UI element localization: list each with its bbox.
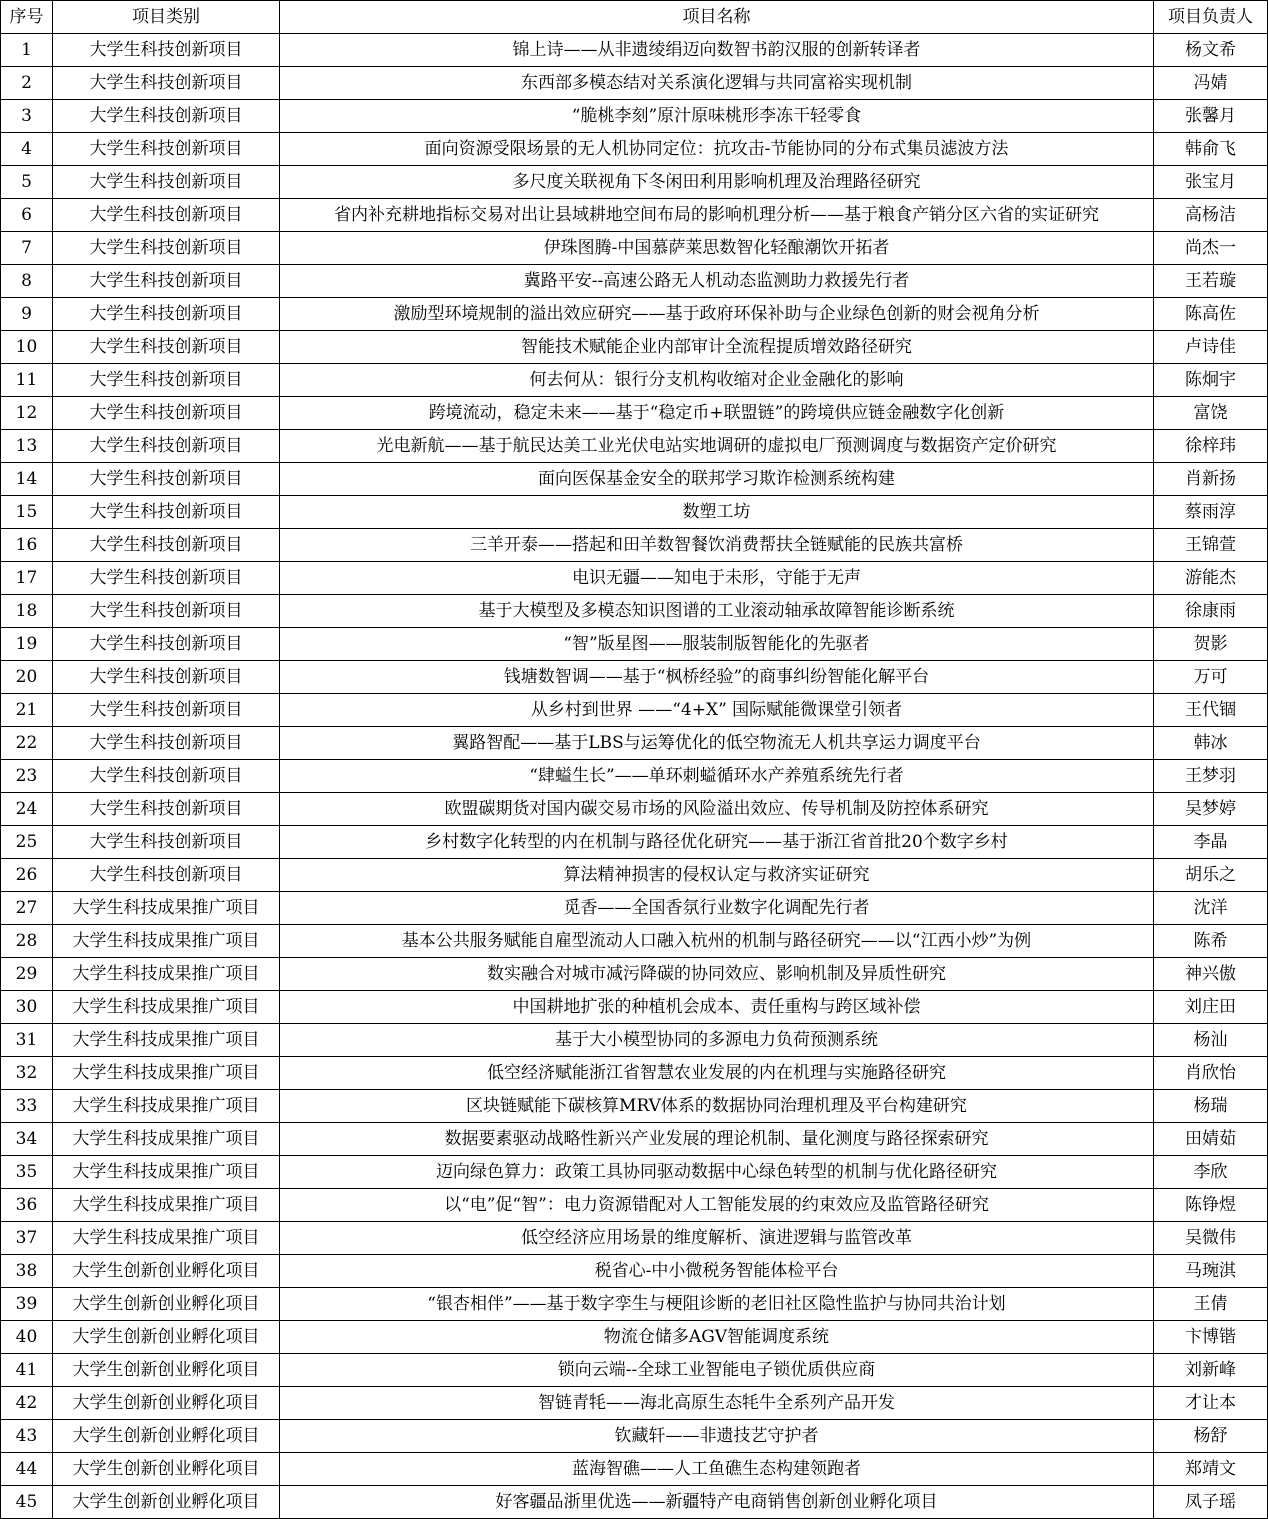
cell-category: 大学生科技创新项目	[53, 760, 280, 793]
cell-leader: 杨文希	[1154, 34, 1268, 67]
table-row	[1, 1387, 1268, 1420]
cell-index: 20	[1, 661, 53, 694]
cell-category: 大学生科技成果推广项目	[53, 1189, 280, 1222]
cell-name: 电识无疆——知电于未形，守能于无声	[280, 562, 1154, 595]
cell-leader: 王梦羽	[1154, 760, 1268, 793]
cell-index: 15	[1, 496, 53, 529]
cell-leader: 王倩	[1154, 1288, 1268, 1321]
cell-category: 大学生科技创新项目	[53, 529, 280, 562]
cell-category: 大学生科技创新项目	[53, 430, 280, 463]
cell-index: 27	[1, 892, 53, 925]
cell-leader: 王代锢	[1154, 694, 1268, 727]
cell-index: 2	[1, 67, 53, 100]
cell-index: 24	[1, 793, 53, 826]
cell-category: 大学生创新创业孵化项目	[53, 1453, 280, 1486]
cell-category: 大学生科技成果推广项目	[53, 925, 280, 958]
cell-leader: 万可	[1154, 661, 1268, 694]
cell-leader: 才让本	[1154, 1387, 1268, 1420]
cell-index: 31	[1, 1024, 53, 1057]
cell-category: 大学生科技创新项目	[53, 133, 280, 166]
cell-leader: 蔡雨淳	[1154, 496, 1268, 529]
cell-name: 基本公共服务赋能自雇型流动人口融入杭州的机制与路径研究——以“江西小炒”为例	[280, 925, 1154, 958]
cell-leader: 陈炯宇	[1154, 364, 1268, 397]
table-header	[1, 1, 1268, 34]
cell-index: 14	[1, 463, 53, 496]
cell-index: 11	[1, 364, 53, 397]
cell-category: 大学生科技创新项目	[53, 595, 280, 628]
cell-leader: 高杨洁	[1154, 199, 1268, 232]
cell-index: 4	[1, 133, 53, 166]
cell-category: 大学生科技创新项目	[53, 694, 280, 727]
cell-category: 大学生科技成果推广项目	[53, 1222, 280, 1255]
cell-name: 面向资源受限场景的无人机协同定位：抗攻击-节能协同的分布式集员滤波方法	[280, 133, 1154, 166]
table-row	[1, 496, 1268, 529]
table-row	[1, 463, 1268, 496]
cell-leader: 韩俞飞	[1154, 133, 1268, 166]
cell-category: 大学生创新创业孵化项目	[53, 1387, 280, 1420]
table-row	[1, 364, 1268, 397]
cell-leader: 游能杰	[1154, 562, 1268, 595]
cell-name: 锦上诗——从非遗绫绢迈向数智书韵汉服的创新转译者	[280, 34, 1154, 67]
cell-name: 基于大模型及多模态知识图谱的工业滚动轴承故障智能诊断系统	[280, 595, 1154, 628]
table-row	[1, 1090, 1268, 1123]
cell-index: 9	[1, 298, 53, 331]
cell-index: 39	[1, 1288, 53, 1321]
cell-category: 大学生科技创新项目	[53, 628, 280, 661]
cell-name: 算法精神损害的侵权认定与救济实证研究	[280, 859, 1154, 892]
cell-name: 激励型环境规制的溢出效应研究——基于政府环保补助与企业绿色创新的财会视角分析	[280, 298, 1154, 331]
table-row	[1, 958, 1268, 991]
cell-index: 38	[1, 1255, 53, 1288]
table-row	[1, 1024, 1268, 1057]
cell-name: 数据要素驱动战略性新兴产业发展的理论机制、量化测度与路径探索研究	[280, 1123, 1154, 1156]
cell-name: 低空经济赋能浙江省智慧农业发展的内在机理与实施路径研究	[280, 1057, 1154, 1090]
cell-leader: 杨瑞	[1154, 1090, 1268, 1123]
cell-name: 乡村数字化转型的内在机制与路径优化研究——基于浙江省首批20个数字乡村	[280, 826, 1154, 859]
cell-leader: 吴梦婷	[1154, 793, 1268, 826]
table-row	[1, 100, 1268, 133]
cell-index: 34	[1, 1123, 53, 1156]
cell-leader: 冯婧	[1154, 67, 1268, 100]
table-row	[1, 166, 1268, 199]
cell-name: “智”版星图——服装制版智能化的先驱者	[280, 628, 1154, 661]
cell-index: 32	[1, 1057, 53, 1090]
cell-category: 大学生科技成果推广项目	[53, 958, 280, 991]
cell-category: 大学生科技创新项目	[53, 232, 280, 265]
cell-index: 1	[1, 34, 53, 67]
cell-index: 43	[1, 1420, 53, 1453]
table-row	[1, 1255, 1268, 1288]
table-row	[1, 859, 1268, 892]
table-row	[1, 562, 1268, 595]
cell-category: 大学生科技创新项目	[53, 265, 280, 298]
cell-name: 好客疆品浙里优选——新疆特产电商销售创新创业孵化项目	[280, 1486, 1154, 1519]
cell-name: 光电新航——基于航民达美工业光伏电站实地调研的虚拟电厂预测调度与数据资产定价研究	[280, 430, 1154, 463]
cell-name: 基于大小模型协同的多源电力负荷预测系统	[280, 1024, 1154, 1057]
table-row	[1, 628, 1268, 661]
cell-category: 大学生科技创新项目	[53, 793, 280, 826]
cell-leader: 贺影	[1154, 628, 1268, 661]
cell-category: 大学生科技创新项目	[53, 199, 280, 232]
table-row	[1, 1354, 1268, 1387]
cell-leader: 李欣	[1154, 1156, 1268, 1189]
table-row	[1, 925, 1268, 958]
cell-leader: 胡乐之	[1154, 859, 1268, 892]
cell-name: 税省心-中小微税务智能体检平台	[280, 1255, 1154, 1288]
cell-name: 三羊开泰——搭起和田羊数智餐饮消费帮扶全链赋能的民族共富桥	[280, 529, 1154, 562]
cell-leader: 尚杰一	[1154, 232, 1268, 265]
table-row	[1, 1288, 1268, 1321]
cell-name: 以“电”促“智”：电力资源错配对人工智能发展的约束效应及监管路径研究	[280, 1189, 1154, 1222]
cell-index: 18	[1, 595, 53, 628]
header-leader: 项目负责人	[1154, 1, 1268, 34]
cell-category: 大学生科技创新项目	[53, 298, 280, 331]
cell-index: 17	[1, 562, 53, 595]
cell-leader: 张馨月	[1154, 100, 1268, 133]
cell-category: 大学生科技创新项目	[53, 331, 280, 364]
cell-category: 大学生创新创业孵化项目	[53, 1288, 280, 1321]
cell-index: 22	[1, 727, 53, 760]
cell-name: 区块链赋能下碳核算MRV体系的数据协同治理机理及平台构建研究	[280, 1090, 1154, 1123]
cell-category: 大学生科技创新项目	[53, 34, 280, 67]
table-row	[1, 1123, 1268, 1156]
cell-name: 省内补充耕地指标交易对出让县域耕地空间布局的影响机理分析——基于粮食产销分区六省的实证研究	[280, 199, 1154, 232]
cell-name: 欧盟碳期货对国内碳交易市场的风险溢出效应、传导机制及防控体系研究	[280, 793, 1154, 826]
cell-index: 8	[1, 265, 53, 298]
table-row	[1, 331, 1268, 364]
header-row	[1, 1, 1268, 34]
cell-leader: 陈希	[1154, 925, 1268, 958]
cell-name: 智链青牦——海北高原生态牦牛全系列产品开发	[280, 1387, 1154, 1420]
cell-category: 大学生科技创新项目	[53, 496, 280, 529]
cell-index: 28	[1, 925, 53, 958]
cell-index: 19	[1, 628, 53, 661]
cell-category: 大学生科技创新项目	[53, 364, 280, 397]
table-row	[1, 1321, 1268, 1354]
table-row	[1, 661, 1268, 694]
cell-leader: 王若璇	[1154, 265, 1268, 298]
cell-index: 3	[1, 100, 53, 133]
cell-index: 26	[1, 859, 53, 892]
table-row	[1, 793, 1268, 826]
table-row	[1, 1453, 1268, 1486]
table-row	[1, 1486, 1268, 1519]
table-row	[1, 727, 1268, 760]
cell-leader: 徐康雨	[1154, 595, 1268, 628]
cell-index: 10	[1, 331, 53, 364]
table-row	[1, 199, 1268, 232]
cell-category: 大学生科技创新项目	[53, 727, 280, 760]
cell-category: 大学生科技成果推广项目	[53, 1123, 280, 1156]
cell-category: 大学生创新创业孵化项目	[53, 1486, 280, 1519]
cell-category: 大学生科技成果推广项目	[53, 991, 280, 1024]
table-body	[1, 34, 1268, 1519]
cell-name: 冀路平安--高速公路无人机动态监测助力救援先行者	[280, 265, 1154, 298]
table-row	[1, 892, 1268, 925]
cell-leader: 田婧茹	[1154, 1123, 1268, 1156]
cell-index: 13	[1, 430, 53, 463]
cell-index: 5	[1, 166, 53, 199]
cell-leader: 刘新峰	[1154, 1354, 1268, 1387]
table-row	[1, 595, 1268, 628]
cell-leader: 李晶	[1154, 826, 1268, 859]
table-row	[1, 232, 1268, 265]
cell-leader: 王锦萱	[1154, 529, 1268, 562]
cell-name: “银杏相伴”——基于数字孪生与梗阻诊断的老旧社区隐性监护与协同共治计划	[280, 1288, 1154, 1321]
cell-name: 物流仓储多AGV智能调度系统	[280, 1321, 1154, 1354]
cell-name: 何去何从：银行分支机构收缩对企业金融化的影响	[280, 364, 1154, 397]
table-row	[1, 430, 1268, 463]
cell-name: 数塑工坊	[280, 496, 1154, 529]
cell-category: 大学生科技创新项目	[53, 826, 280, 859]
cell-name: 从乡村到世界 ——“4+X” 国际赋能微课堂引领者	[280, 694, 1154, 727]
cell-leader: 沈洋	[1154, 892, 1268, 925]
cell-leader: 陈高佐	[1154, 298, 1268, 331]
cell-name: 中国耕地扩张的种植机会成本、责任重构与跨区域补偿	[280, 991, 1154, 1024]
cell-category: 大学生科技成果推广项目	[53, 1156, 280, 1189]
cell-name: 翼路智配——基于LBS与运筹优化的低空物流无人机共享运力调度平台	[280, 727, 1154, 760]
cell-leader: 肖欣怡	[1154, 1057, 1268, 1090]
cell-name: “肆螠生长”——单环刺螠循环水产养殖系统先行者	[280, 760, 1154, 793]
table-row	[1, 133, 1268, 166]
cell-category: 大学生创新创业孵化项目	[53, 1321, 280, 1354]
cell-name: 伊珠图腾-中国慕萨莱思数智化轻酿潮饮开拓者	[280, 232, 1154, 265]
cell-index: 33	[1, 1090, 53, 1123]
cell-name: 多尺度关联视角下冬闲田利用影响机理及治理路径研究	[280, 166, 1154, 199]
cell-leader: 肖新扬	[1154, 463, 1268, 496]
table-row	[1, 529, 1268, 562]
cell-index: 41	[1, 1354, 53, 1387]
table-row	[1, 1156, 1268, 1189]
cell-category: 大学生科技创新项目	[53, 661, 280, 694]
cell-category: 大学生创新创业孵化项目	[53, 1354, 280, 1387]
cell-name: 迈向绿色算力：政策工具协同驱动数据中心绿色转型的机制与优化路径研究	[280, 1156, 1154, 1189]
cell-name: 数实融合对城市减污降碳的协同效应、影响机制及异质性研究	[280, 958, 1154, 991]
cell-name: 智能技术赋能企业内部审计全流程提质增效路径研究	[280, 331, 1154, 364]
cell-category: 大学生科技创新项目	[53, 859, 280, 892]
cell-category: 大学生科技创新项目	[53, 397, 280, 430]
cell-index: 42	[1, 1387, 53, 1420]
header-name: 项目名称	[280, 1, 1154, 34]
cell-leader: 韩冰	[1154, 727, 1268, 760]
cell-name: 低空经济应用场景的维度解析、演进逻辑与监管改革	[280, 1222, 1154, 1255]
table-row	[1, 991, 1268, 1024]
cell-name: 蓝海智礁——人工鱼礁生态构建领跑者	[280, 1453, 1154, 1486]
cell-category: 大学生科技成果推广项目	[53, 1057, 280, 1090]
cell-category: 大学生科技创新项目	[53, 67, 280, 100]
cell-index: 7	[1, 232, 53, 265]
cell-index: 6	[1, 199, 53, 232]
cell-leader: 卞博锴	[1154, 1321, 1268, 1354]
cell-leader: 陈铮煜	[1154, 1189, 1268, 1222]
cell-name: 跨境流动，稳定未来——基于“稳定币+联盟链”的跨境供应链金融数字化创新	[280, 397, 1154, 430]
cell-index: 40	[1, 1321, 53, 1354]
table-row	[1, 1420, 1268, 1453]
cell-name: 觅香——全国香氛行业数字化调配先行者	[280, 892, 1154, 925]
cell-index: 36	[1, 1189, 53, 1222]
header-category: 项目类别	[53, 1, 280, 34]
table-row	[1, 67, 1268, 100]
cell-category: 大学生科技成果推广项目	[53, 1090, 280, 1123]
table-row	[1, 760, 1268, 793]
cell-name: 钦藏轩——非遗技艺守护者	[280, 1420, 1154, 1453]
cell-index: 35	[1, 1156, 53, 1189]
cell-category: 大学生科技创新项目	[53, 463, 280, 496]
cell-leader: 杨舒	[1154, 1420, 1268, 1453]
cell-leader: 吴微伟	[1154, 1222, 1268, 1255]
cell-category: 大学生科技创新项目	[53, 100, 280, 133]
table-row	[1, 1057, 1268, 1090]
cell-leader: 杨汕	[1154, 1024, 1268, 1057]
table-row	[1, 694, 1268, 727]
cell-index: 12	[1, 397, 53, 430]
cell-leader: 富饶	[1154, 397, 1268, 430]
cell-leader: 凤子瑶	[1154, 1486, 1268, 1519]
cell-index: 37	[1, 1222, 53, 1255]
cell-index: 44	[1, 1453, 53, 1486]
cell-leader: 徐梓玮	[1154, 430, 1268, 463]
table-row	[1, 826, 1268, 859]
cell-category: 大学生创新创业孵化项目	[53, 1255, 280, 1288]
table-row	[1, 1189, 1268, 1222]
cell-index: 45	[1, 1486, 53, 1519]
cell-index: 16	[1, 529, 53, 562]
table-row	[1, 397, 1268, 430]
cell-name: 钱塘数智调——基于“枫桥经验”的商事纠纷智能化解平台	[280, 661, 1154, 694]
cell-category: 大学生创新创业孵化项目	[53, 1420, 280, 1453]
cell-name: “脆桃李刻”原汁原味桃形李冻干轻零食	[280, 100, 1154, 133]
cell-leader: 神兴傲	[1154, 958, 1268, 991]
header-index: 序号	[1, 1, 53, 34]
table-row	[1, 34, 1268, 67]
cell-category: 大学生科技创新项目	[53, 562, 280, 595]
table-row	[1, 1222, 1268, 1255]
cell-category: 大学生科技成果推广项目	[53, 892, 280, 925]
cell-name: 面向医保基金安全的联邦学习欺诈检测系统构建	[280, 463, 1154, 496]
table-row	[1, 298, 1268, 331]
cell-index: 29	[1, 958, 53, 991]
cell-category: 大学生科技创新项目	[53, 166, 280, 199]
cell-index: 30	[1, 991, 53, 1024]
table-row	[1, 265, 1268, 298]
cell-category: 大学生科技成果推广项目	[53, 1024, 280, 1057]
cell-leader: 张宝月	[1154, 166, 1268, 199]
cell-name: 东西部多模态结对关系演化逻辑与共同富裕实现机制	[280, 67, 1154, 100]
cell-leader: 卢诗佳	[1154, 331, 1268, 364]
cell-leader: 郑靖文	[1154, 1453, 1268, 1486]
cell-leader: 刘庄田	[1154, 991, 1268, 1024]
cell-index: 23	[1, 760, 53, 793]
cell-index: 21	[1, 694, 53, 727]
cell-index: 25	[1, 826, 53, 859]
cell-name: 锁向云端--全球工业智能电子锁优质供应商	[280, 1354, 1154, 1387]
cell-leader: 马琬淇	[1154, 1255, 1268, 1288]
